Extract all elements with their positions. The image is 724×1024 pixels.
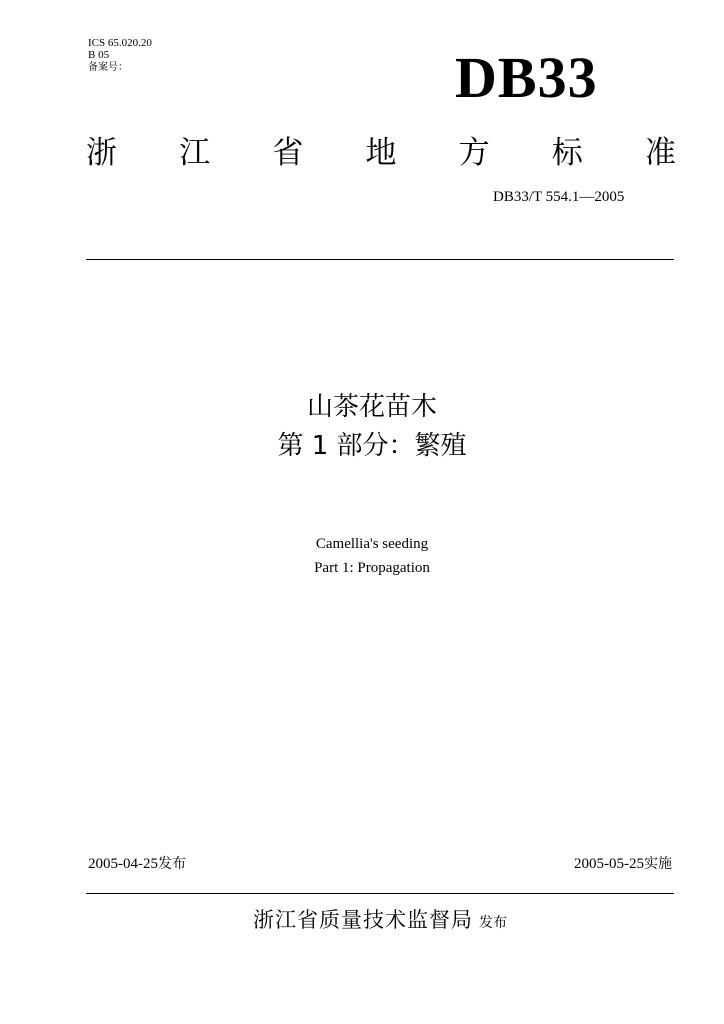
db-logo: DB33 (455, 45, 598, 110)
title-chinese-main: 山茶花苗木 (306, 392, 437, 422)
standard-type-char: 方 (458, 134, 490, 171)
top-divider (86, 259, 674, 260)
bottom-divider (86, 893, 674, 894)
title-chinese-part: 第 1 部分：繁殖 (277, 431, 467, 461)
title-english-part: Part 1: Propagation (314, 560, 430, 576)
title-english-main: Camellia's seeding (315, 536, 429, 552)
implement-date: 2005-05-25 (574, 856, 644, 872)
implement-date-line (574, 855, 672, 873)
standard-type-char: 准 (644, 134, 676, 171)
issue-label: 发布 (158, 856, 186, 872)
issue-date: 2005-04-25 (88, 856, 158, 872)
implement-label: 实施 (644, 856, 672, 872)
standard-number: DB33/T 554.1—2005 (493, 189, 625, 205)
standard-type-char: 地 (365, 134, 397, 171)
issuer-name: 浙江省质量技术监督局 (253, 908, 473, 932)
ics-code: ICS 65.020.20 (88, 37, 152, 49)
standard-type-char: 标 (551, 134, 583, 171)
standard-type-char: 浙 (86, 134, 117, 171)
standard-type-char: 省 (272, 134, 304, 171)
issue-date-line (88, 855, 186, 873)
standard-type-char: 江 (179, 134, 211, 171)
issuer-suffix: 发布 (479, 915, 507, 931)
record-number-label: 备案号： (88, 62, 128, 73)
standard-type-heading (86, 128, 676, 170)
classification-code: B 05 (88, 49, 110, 61)
issuer-line (0, 904, 724, 934)
